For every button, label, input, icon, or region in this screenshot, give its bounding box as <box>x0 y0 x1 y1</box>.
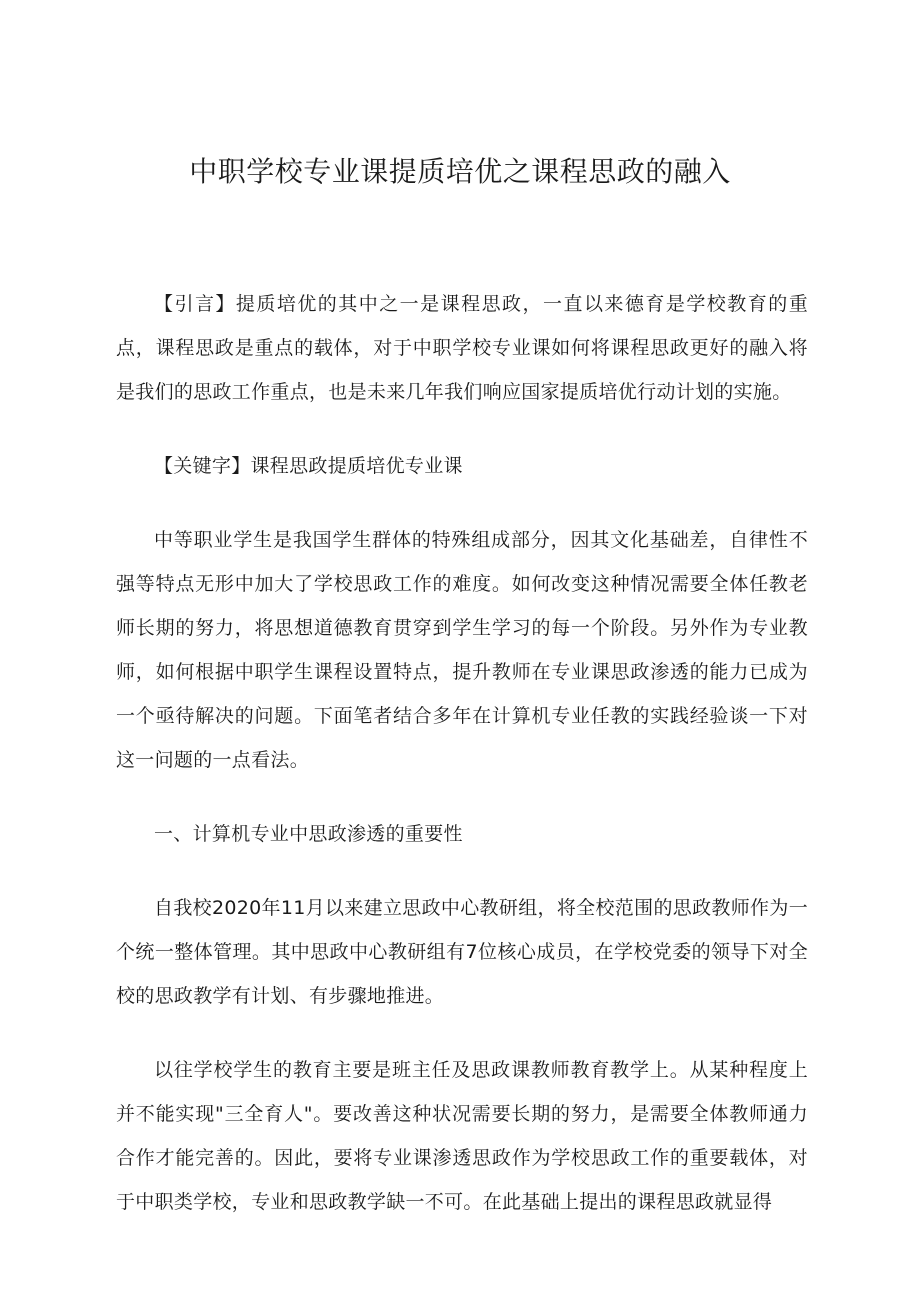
paragraph-keywords: 【关键字】课程思政提质培优专业课 <box>154 455 463 477</box>
paragraph-introduction: 【引言】提质培优的其中之一是课程思政，一直以来德育是学校教育的重点，课程思政是重点的载体，对于中职学校专业课如何将课程思政更好的融入将是我们的思政工作重点，也是未来几年我们响应国家提质培优行动计划的实施。 <box>116 293 808 403</box>
paragraph-background: 中等职业学生是我国学生群体的特殊组成部分，因其文化基础差，自律性不强等特点无形中加大了学校思政工作的难度。如何改变这种情况需要全体任教老师长期的努力，将思想道德教育贯穿到学生学习的每一个阶段。另外作为专业教师，如何根据中职学生课程设置特点，提升教师在专业课思政渗透的能力已成为一个亟待解决的问题。下面笔者结合多年在计算机专业任教的实践经验谈一下对这一问题的一点看法。 <box>116 529 808 771</box>
document-title: 中职学校专业课提质培优之课程思政的融入 <box>189 155 731 188</box>
document-body <box>116 282 808 1254</box>
section-heading-1: 一、计算机专业中思政渗透的重要性 <box>154 823 463 845</box>
paragraph-research-group: 自我校2020年11月以来建立思政中心教研组，将全校范围的思政教师作为一个统一整体管理。其中思政中心教研组有7位核心成员，在学校党委的领导下对全校的思政教学有计划、有步骤地推进。 <box>116 897 808 1007</box>
paragraph-past-education: 以往学校学生的教育主要是班主任及思政课教师教育教学上。从某种程度上并不能实现"三全育人"。要改善这种状况需要长期的努力，是需要全体教师通力合作才能完善的。因此，要将专业课渗透思政作为学校思政工作的重要载体，对于中职类学校，专业和思政教学缺一不可。在此基础上提出的课程思政就显得 <box>116 1059 808 1213</box>
